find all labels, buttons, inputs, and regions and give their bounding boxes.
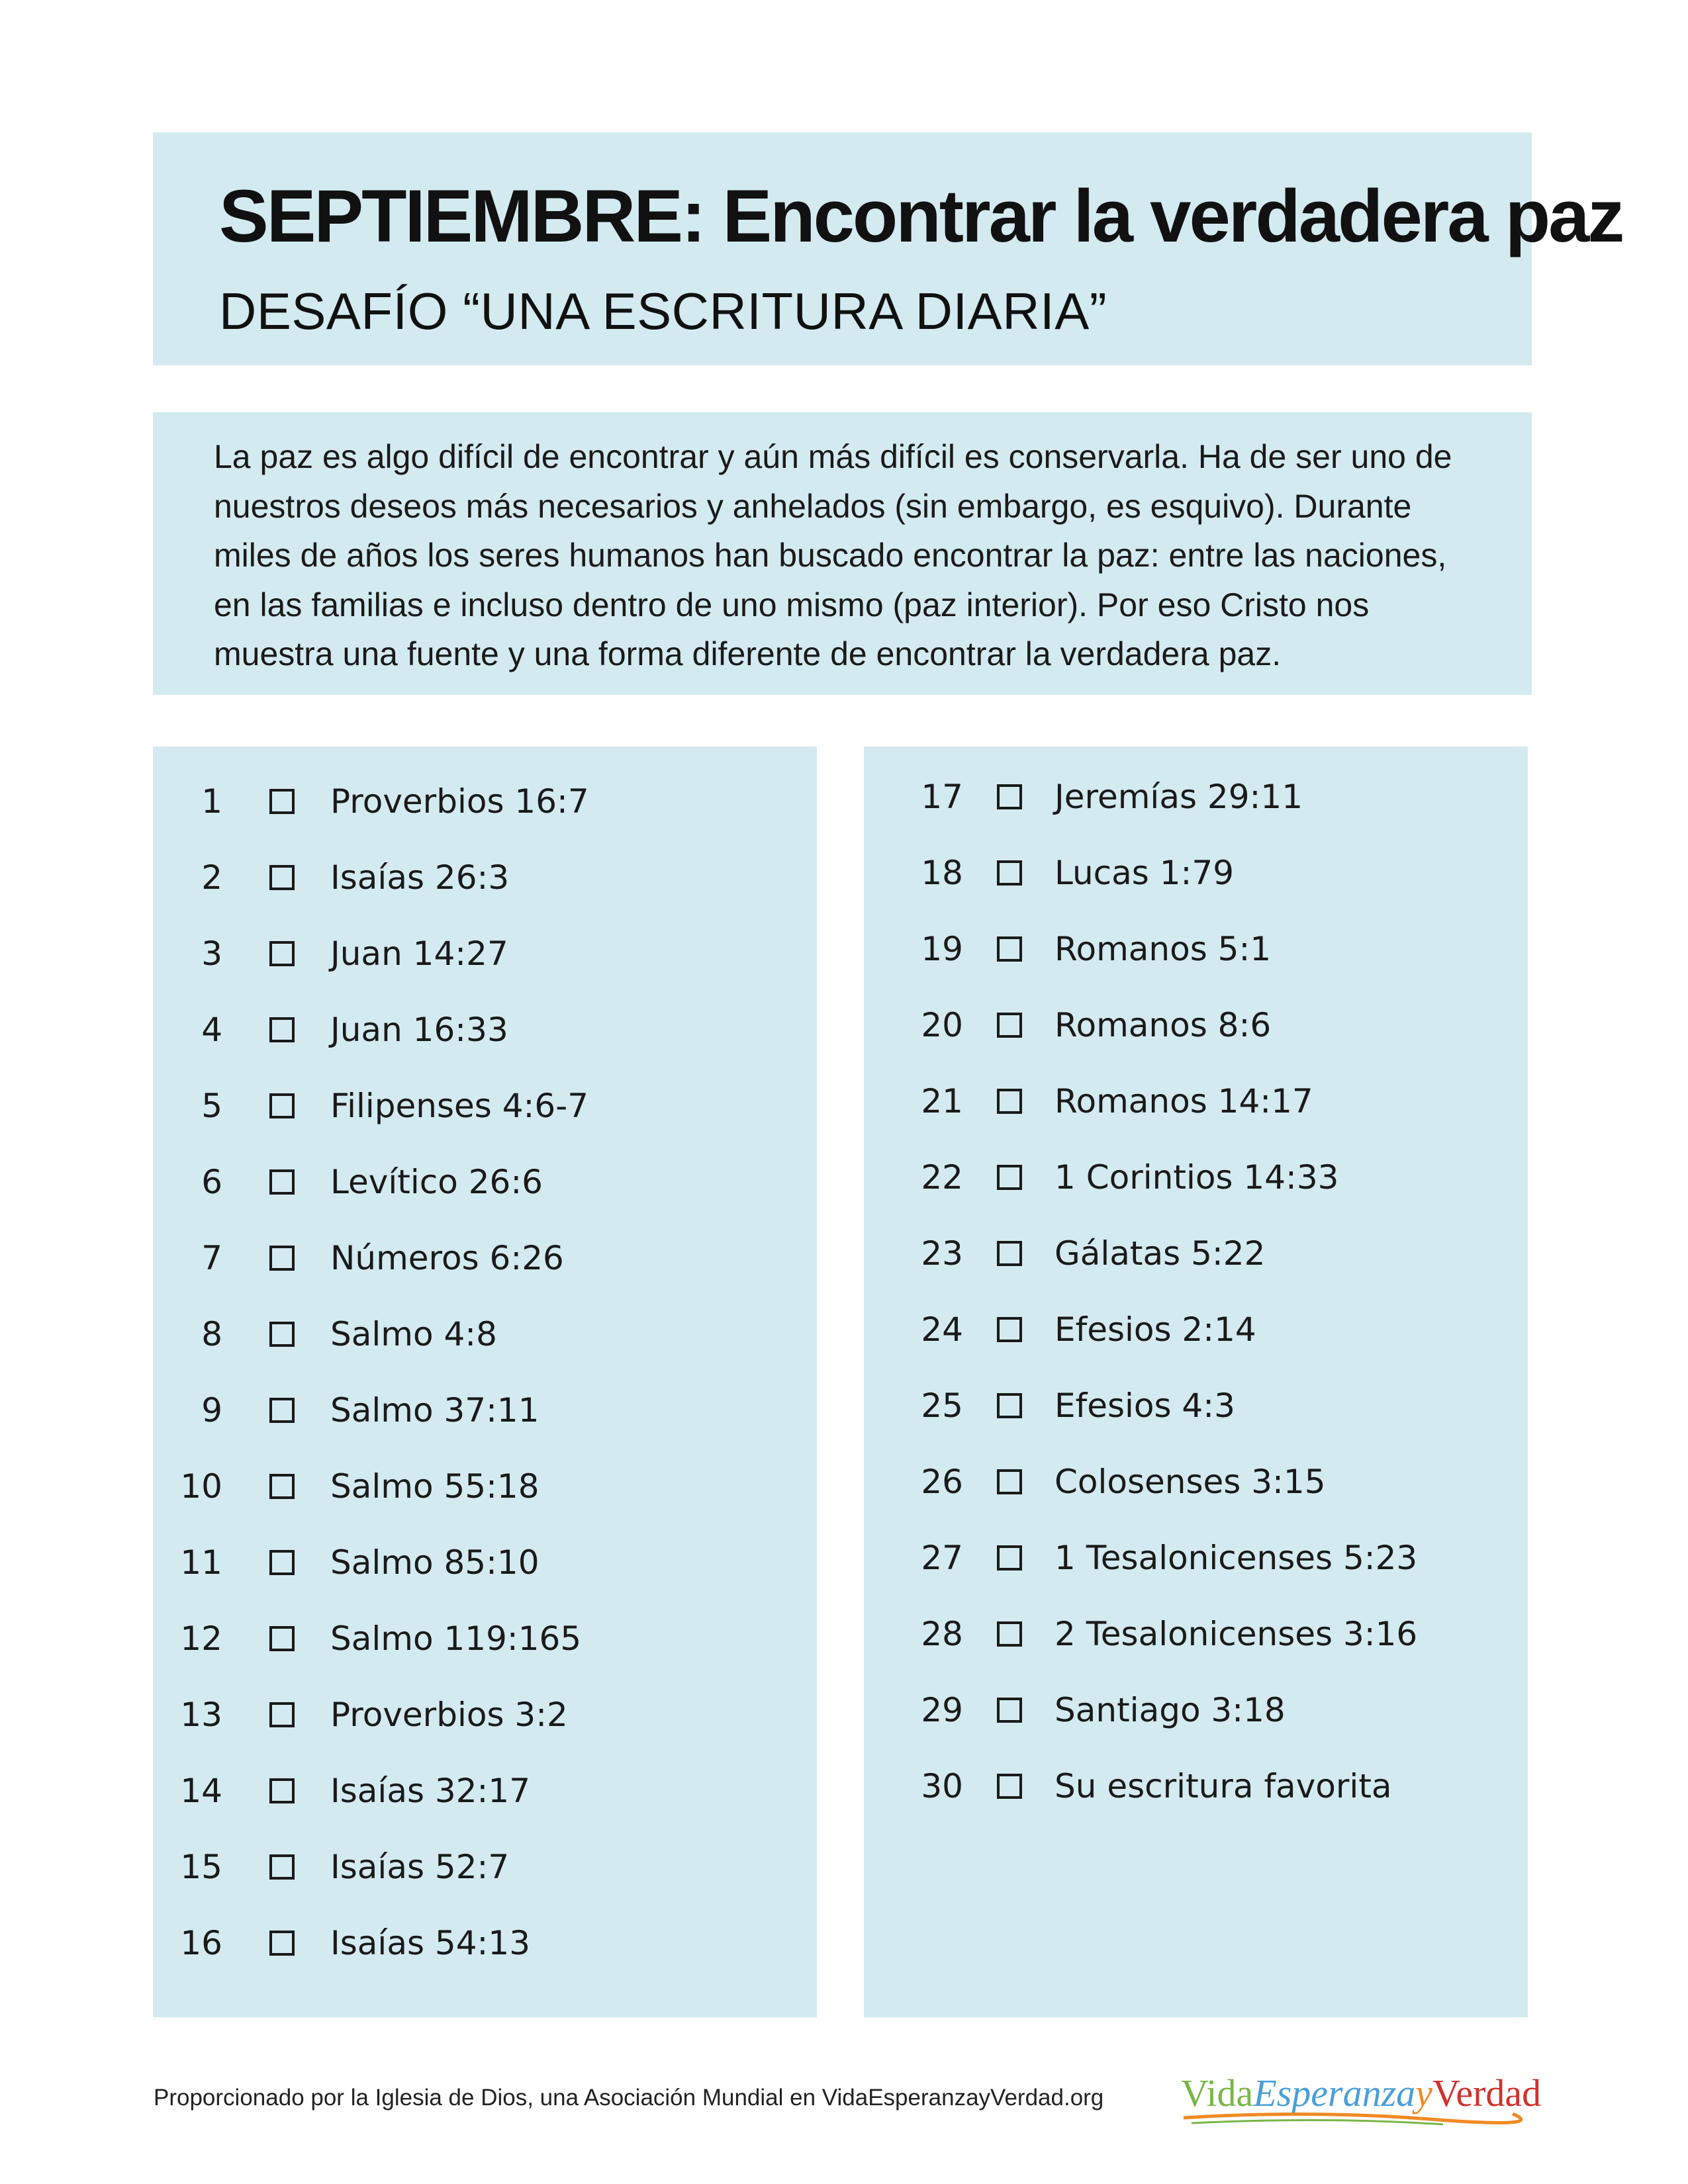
reading-checkbox[interactable] <box>269 941 295 966</box>
day-number: 15 <box>180 1848 222 1886</box>
reading-checkbox[interactable] <box>269 1778 295 1803</box>
reading-row <box>153 1536 817 1589</box>
day-number: 11 <box>180 1543 222 1582</box>
reading-row <box>864 1303 1528 1356</box>
logo-wordmark <box>1181 2071 1541 2115</box>
scripture-reference: Isaías 26:3 <box>330 858 510 897</box>
reading-checkbox[interactable] <box>269 1246 295 1271</box>
scripture-reference: Salmo 37:11 <box>330 1391 539 1430</box>
day-number: 22 <box>921 1158 963 1197</box>
page-subtitle: DESAFÍO “UNA ESCRITURA DIARIA” <box>219 282 1107 340</box>
reading-checkbox[interactable] <box>269 1626 295 1651</box>
day-number: 30 <box>921 1767 963 1805</box>
day-number: 21 <box>921 1082 963 1120</box>
reading-checkbox[interactable] <box>269 1854 295 1880</box>
reading-row <box>864 846 1528 899</box>
logo-word-y: y <box>1415 2071 1432 2115</box>
reading-row <box>153 1917 817 1970</box>
day-number: 19 <box>921 930 963 968</box>
scripture-reference: Salmo 55:18 <box>330 1467 539 1506</box>
scripture-reference: Levítico 26:6 <box>330 1163 543 1201</box>
scripture-reference: Romanos 8:6 <box>1055 1006 1272 1044</box>
day-number: 17 <box>921 778 963 816</box>
scripture-reference: 1 Tesalonicenses 5:23 <box>1055 1539 1418 1577</box>
reading-row <box>153 1764 817 1817</box>
scripture-reference: Santiago 3:18 <box>1055 1691 1286 1729</box>
page-title: SEPTIEMBRE: Encontrar la verdadera paz <box>219 175 1623 257</box>
scripture-reference: Isaías 54:13 <box>330 1924 531 1962</box>
readings-column-right <box>864 747 1528 2017</box>
reading-checkbox[interactable] <box>269 1017 295 1042</box>
reading-checkbox[interactable] <box>269 1931 295 1956</box>
day-number: 9 <box>201 1391 222 1430</box>
reading-row <box>864 770 1528 823</box>
scripture-reference: Juan 16:33 <box>330 1011 508 1049</box>
scripture-reference: Romanos 14:17 <box>1055 1082 1313 1120</box>
intro-panel <box>153 412 1532 695</box>
reading-row <box>864 999 1528 1052</box>
reading-row <box>153 1308 817 1361</box>
day-number: 7 <box>201 1239 222 1277</box>
day-number: 6 <box>201 1163 222 1201</box>
scripture-reference: Proverbios 16:7 <box>330 782 589 821</box>
scripture-reference: Juan 14:27 <box>330 934 508 973</box>
scripture-reference: Salmo 4:8 <box>330 1315 497 1353</box>
reading-checkbox[interactable] <box>997 1165 1022 1190</box>
day-number: 29 <box>921 1691 963 1729</box>
reading-row <box>864 923 1528 976</box>
reading-checkbox[interactable] <box>997 784 1022 809</box>
reading-row <box>153 1156 817 1208</box>
scripture-reference: Su escritura favorita <box>1055 1767 1392 1805</box>
reading-row <box>864 1151 1528 1204</box>
reading-checkbox[interactable] <box>997 1013 1022 1038</box>
reading-row <box>153 927 817 980</box>
footer-credit: Proporcionado por la Iglesia de Dios, una Asociación Mundial en VidaEsperanzayVerdad.org <box>154 2085 1104 2111</box>
scripture-reference: 1 Corintios 14:33 <box>1055 1158 1339 1197</box>
reading-checkbox[interactable] <box>997 1089 1022 1114</box>
day-number: 24 <box>921 1310 963 1349</box>
scripture-reference: Efesios 4:3 <box>1055 1387 1235 1425</box>
day-number: 2 <box>201 858 222 897</box>
day-number: 26 <box>921 1463 963 1501</box>
day-number: 12 <box>180 1619 222 1658</box>
reading-checkbox[interactable] <box>269 1550 295 1575</box>
header-panel <box>153 132 1623 365</box>
scripture-reference: Lucas 1:79 <box>1055 854 1235 892</box>
reading-checkbox[interactable] <box>997 1469 1022 1494</box>
reading-row <box>153 1003 817 1056</box>
day-number: 14 <box>180 1772 222 1810</box>
logo <box>1178 2065 1542 2131</box>
reading-checkbox[interactable] <box>269 1169 295 1195</box>
reading-checkbox[interactable] <box>269 1702 295 1727</box>
day-number: 10 <box>180 1467 222 1506</box>
day-number: 16 <box>180 1924 222 1962</box>
day-number: 27 <box>921 1539 963 1577</box>
scripture-reference: Isaías 52:7 <box>330 1848 510 1886</box>
reading-checkbox[interactable] <box>997 1698 1022 1723</box>
reading-row <box>864 1227 1528 1280</box>
reading-checkbox[interactable] <box>997 860 1022 886</box>
reading-row <box>864 1531 1528 1584</box>
reading-row <box>864 1075 1528 1128</box>
reading-checkbox[interactable] <box>997 936 1022 962</box>
scripture-reference: Gálatas 5:22 <box>1055 1234 1266 1273</box>
reading-row <box>153 1688 817 1741</box>
reading-row <box>153 1384 817 1437</box>
scripture-reference: Efesios 2:14 <box>1055 1310 1256 1349</box>
readings-column-left <box>153 747 817 2017</box>
day-number: 20 <box>921 1006 963 1044</box>
logo-swoosh-green <box>1192 2120 1443 2124</box>
reading-row <box>153 1460 817 1513</box>
day-number: 23 <box>921 1234 963 1273</box>
reading-row <box>153 1841 817 1893</box>
scripture-reference: Filipenses 4:6-7 <box>330 1087 589 1125</box>
scripture-reference: Jeremías 29:11 <box>1055 778 1303 816</box>
reading-row <box>153 775 817 828</box>
day-number: 25 <box>921 1387 963 1425</box>
logo-word-vida: Vida <box>1181 2071 1254 2115</box>
day-number: 18 <box>921 854 963 892</box>
reading-checkbox[interactable] <box>997 1241 1022 1266</box>
reading-checkbox[interactable] <box>269 1474 295 1499</box>
reading-row <box>864 1684 1528 1737</box>
reading-checkbox[interactable] <box>269 865 295 890</box>
reading-row <box>864 1760 1528 1813</box>
scripture-reference: Salmo 119:165 <box>330 1619 582 1658</box>
reading-checkbox[interactable] <box>997 1393 1022 1418</box>
day-number: 1 <box>201 782 222 821</box>
reading-checkbox[interactable] <box>997 1621 1022 1647</box>
logo-graphic <box>1178 2065 1542 2131</box>
reading-row <box>153 851 817 904</box>
scripture-reference: 2 Tesalonicenses 3:16 <box>1055 1615 1418 1653</box>
reading-row <box>864 1455 1528 1508</box>
reading-checkbox[interactable] <box>269 789 295 814</box>
logo-word-esperanza: Esperanza <box>1253 2071 1416 2115</box>
day-number: 8 <box>201 1315 222 1353</box>
reading-checkbox[interactable] <box>997 1545 1022 1570</box>
reading-row <box>864 1608 1528 1661</box>
reading-checkbox[interactable] <box>269 1093 295 1118</box>
scripture-reference: Colosenses 3:15 <box>1055 1463 1326 1501</box>
logo-word-verdad: Verdad <box>1432 2071 1542 2115</box>
scripture-reference: Números 6:26 <box>330 1239 564 1277</box>
reading-checkbox[interactable] <box>997 1317 1022 1342</box>
scripture-reference: Salmo 85:10 <box>330 1543 539 1582</box>
reading-row <box>864 1379 1528 1432</box>
reading-row <box>153 1079 817 1132</box>
day-number: 28 <box>921 1615 963 1653</box>
scripture-reference: Proverbios 3:2 <box>330 1696 568 1734</box>
reading-row <box>153 1612 817 1665</box>
day-number: 13 <box>180 1696 222 1734</box>
reading-checkbox[interactable] <box>269 1322 295 1347</box>
intro-paragraph: La paz es algo difícil de encontrar y aún más difícil es conservarla. Ha de ser uno de nuestros deseos más necesarios y anhelados (sin embargo, es esquivo). Durante miles de años los seres humanos han buscado encontrar la paz: entre las naciones, en las familias e incluso dentro de uno mismo (paz interior). Por eso Cristo nos muestra una fuente y una forma diferente de encontrar la verdadera paz. <box>214 438 1452 672</box>
scripture-reference: Isaías 32:17 <box>330 1772 531 1810</box>
day-number: 5 <box>201 1087 222 1125</box>
day-number: 4 <box>201 1011 222 1049</box>
scripture-reference: Romanos 5:1 <box>1055 930 1272 968</box>
reading-checkbox[interactable] <box>997 1774 1022 1799</box>
reading-checkbox[interactable] <box>269 1398 295 1423</box>
day-number: 3 <box>201 934 222 973</box>
reading-row <box>153 1232 817 1285</box>
